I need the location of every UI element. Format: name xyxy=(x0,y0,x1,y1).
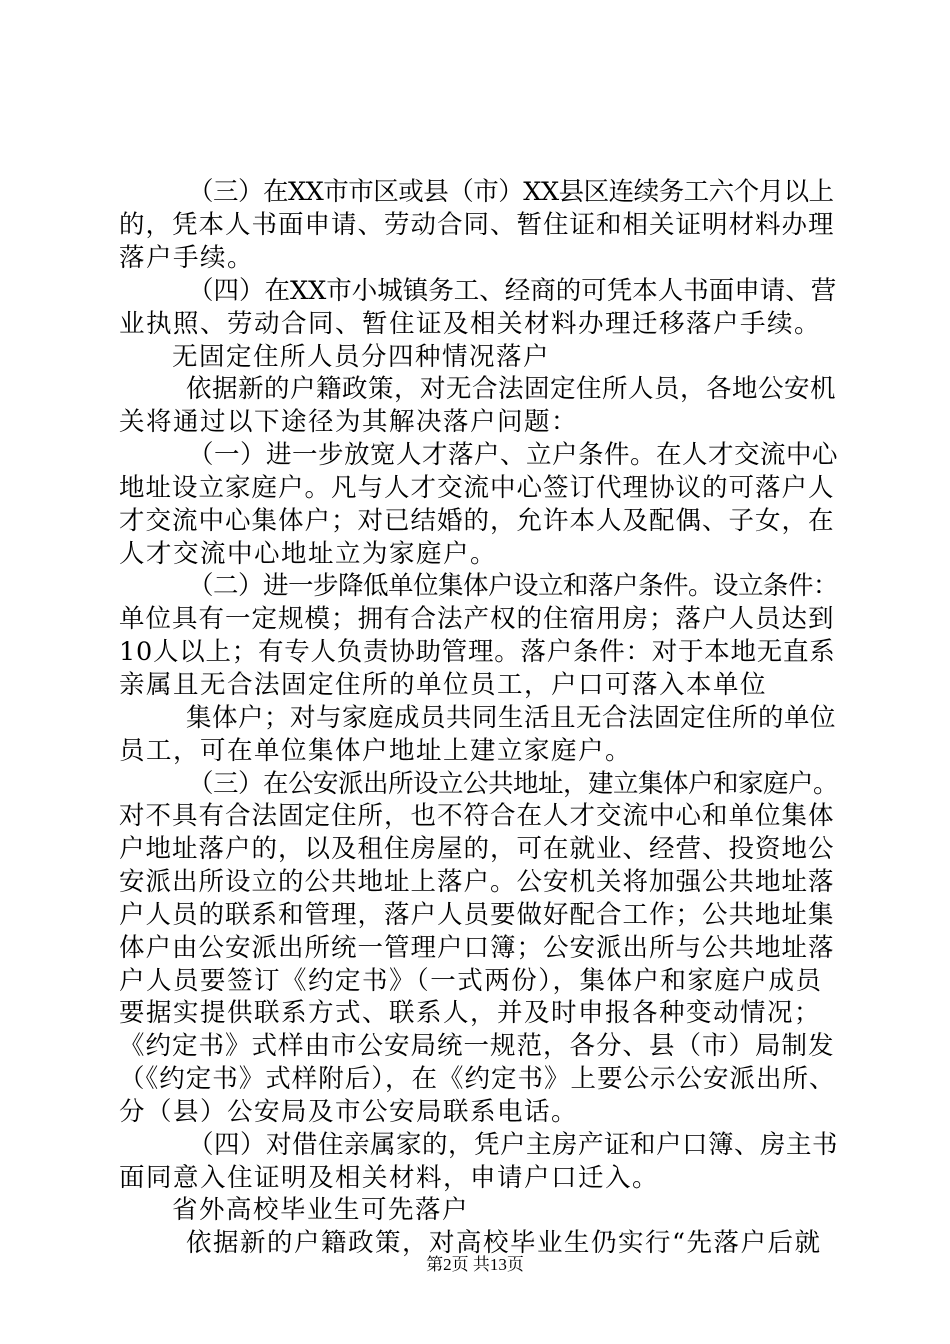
text-line: 要据实提供联系方式、联系人，并及时申报各种变动情况； xyxy=(119,998,822,1028)
text-line: 单位具有一定规模；拥有合法产权的住宿用房；落户人员达到 xyxy=(119,604,835,634)
text-line: （二）进一步降低单位集体户设立和落户条件。设立条件： xyxy=(188,571,839,601)
text-line: 面同意入住证明及相关材料，申请户口迁入。 xyxy=(119,1163,660,1193)
section-heading: 省外高校毕业生可先落户 xyxy=(172,1195,470,1225)
text-line: 关将通过以下途径为其解决落户问题： xyxy=(119,407,579,437)
text-line: 的，凭本人书面申请、劳动合同、暂住证和相关证明材料办理 xyxy=(119,210,835,240)
text-line: （四）在XX市小城镇务工、经商的可凭本人书面申请、营 xyxy=(188,276,837,306)
text-line: 集体户；对与家庭成员共同生活且无合法固定住所的单位 xyxy=(186,703,837,733)
text-line: 地址设立家庭户。凡与人才交流中心签订代理协议的可落户人 xyxy=(119,473,835,503)
text-line: （四）对借住亲属家的，凭户主房产证和户口簿、房主书 xyxy=(188,1130,839,1160)
text-line: 分（县）公安局及市公安局联系电话。 xyxy=(119,1097,579,1127)
text-line: 户地址落户的，以及租住房屋的，可在就业、经营、投资地公 xyxy=(119,834,835,864)
text-line: 户人员要签订《约定书》（一式两份），集体户和家庭户成员 xyxy=(119,966,823,996)
page-number: 第2页 共13页 xyxy=(426,1255,524,1274)
text-line: 落户手续。 xyxy=(119,243,255,273)
text-line: 依据新的户籍政策，对高校毕业生仍实行“先落户后就 xyxy=(186,1228,822,1258)
text-line: 才交流中心集体户；对已结婚的，允许本人及配偶、子女，在 xyxy=(119,506,835,536)
text-line: 体户由公安派出所统一管理户口簿；公安派出所与公共地址落 xyxy=(119,933,835,963)
text-line: 《约定书》式样由市公安局统一规范，各分、县（市）局制发 xyxy=(119,1031,835,1061)
text-line: 户人员的联系和管理，落户人员要做好配合工作；公共地址集 xyxy=(119,900,835,930)
text-line: 对不具有合法固定住所，也不符合在人才交流中心和单位集体 xyxy=(119,801,835,831)
text-line: 员工，可在单位集体户地址上建立家庭户。 xyxy=(119,736,633,766)
text-line: 10人以上；有专人负责协助管理。落户条件：对于本地无直系 xyxy=(119,637,836,667)
section-heading: 无固定住所人员分四种情况落户 xyxy=(172,342,551,372)
text-line: 业执照、劳动合同、暂住证及相关材料办理迁移落户手续。 xyxy=(119,309,822,339)
text-line: 人才交流中心地址立为家庭户。 xyxy=(119,539,498,569)
text-line: （一）进一步放宽人才落户、立户条件。在人才交流中心 xyxy=(188,440,839,470)
text-line: （三）在公安派出所设立公共地址，建立集体户和家庭户。 xyxy=(188,769,839,799)
text-line: 安派出所设立的公共地址上落户。公安机关将加强公共地址落 xyxy=(119,867,835,897)
text-line: 亲属且无合法固定住所的单位员工，户口可落入本单位 xyxy=(119,670,768,700)
text-line: 依据新的户籍政策，对无合法固定住所人员，各地公安机 xyxy=(186,374,837,404)
text-line: （三）在XX市市区或县（市）XX县区连续务工六个月以上 xyxy=(188,177,834,207)
text-line: （《约定书》式样附后），在《约定书》上要公示公安派出所、 xyxy=(119,1064,836,1094)
